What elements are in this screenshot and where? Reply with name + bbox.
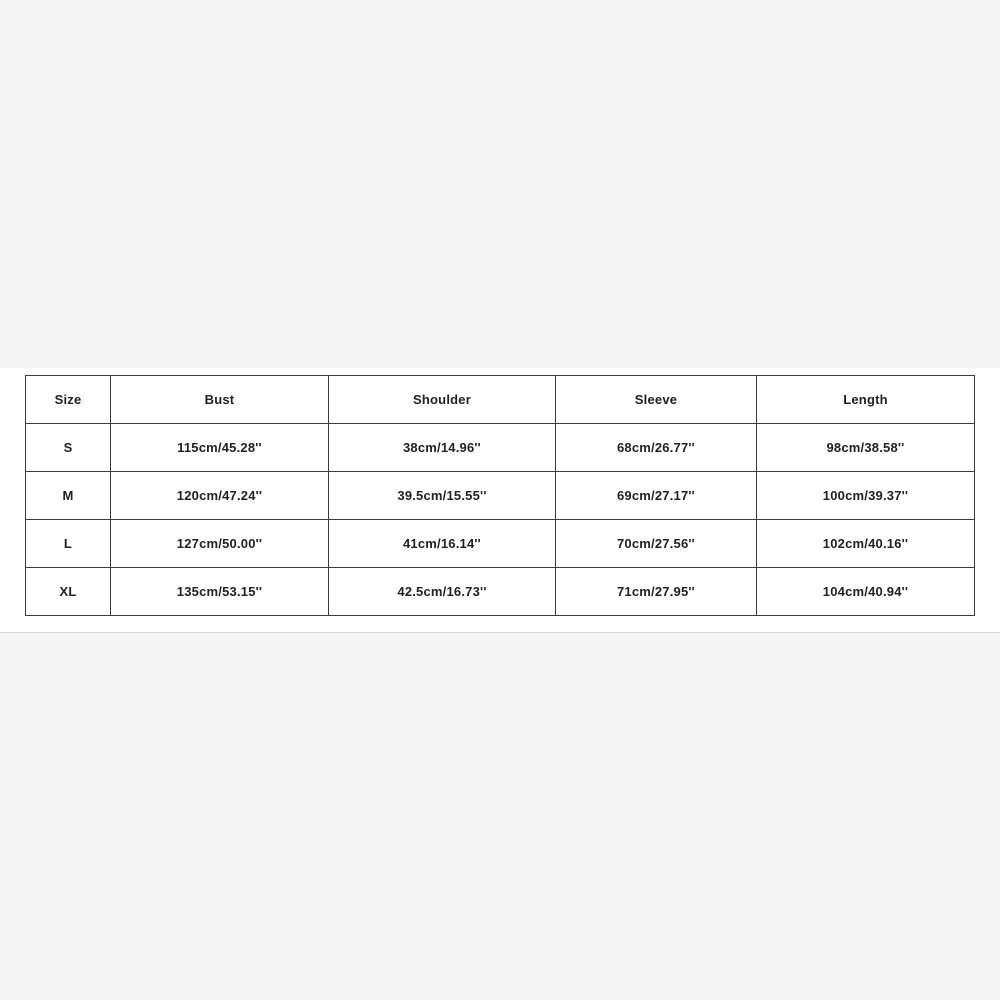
cell-shoulder: 39.5cm/15.55'' bbox=[329, 472, 556, 520]
cell-length: 102cm/40.16'' bbox=[757, 520, 975, 568]
cell-bust: 127cm/50.00'' bbox=[111, 520, 329, 568]
table-header-row bbox=[26, 376, 975, 424]
cell-size: XL bbox=[26, 568, 111, 616]
header-sleeve: Sleeve bbox=[556, 376, 757, 424]
table-row bbox=[26, 520, 975, 568]
cell-sleeve: 69cm/27.17'' bbox=[556, 472, 757, 520]
cell-bust: 115cm/45.28'' bbox=[111, 424, 329, 472]
cell-bust: 120cm/47.24'' bbox=[111, 472, 329, 520]
cell-size: L bbox=[26, 520, 111, 568]
header-size: Size bbox=[26, 376, 111, 424]
cell-bust: 135cm/53.15'' bbox=[111, 568, 329, 616]
cell-size: M bbox=[26, 472, 111, 520]
cell-sleeve: 71cm/27.95'' bbox=[556, 568, 757, 616]
cell-length: 100cm/39.37'' bbox=[757, 472, 975, 520]
cell-length: 104cm/40.94'' bbox=[757, 568, 975, 616]
header-length: Length bbox=[757, 376, 975, 424]
table-row bbox=[26, 568, 975, 616]
cell-shoulder: 41cm/16.14'' bbox=[329, 520, 556, 568]
header-bust: Bust bbox=[111, 376, 329, 424]
header-shoulder: Shoulder bbox=[329, 376, 556, 424]
cell-size: S bbox=[26, 424, 111, 472]
table-row bbox=[26, 472, 975, 520]
cell-sleeve: 68cm/26.77'' bbox=[556, 424, 757, 472]
cell-sleeve: 70cm/27.56'' bbox=[556, 520, 757, 568]
cell-shoulder: 42.5cm/16.73'' bbox=[329, 568, 556, 616]
cell-length: 98cm/38.58'' bbox=[757, 424, 975, 472]
size-chart-table bbox=[25, 375, 975, 616]
cell-shoulder: 38cm/14.96'' bbox=[329, 424, 556, 472]
table-row bbox=[26, 424, 975, 472]
